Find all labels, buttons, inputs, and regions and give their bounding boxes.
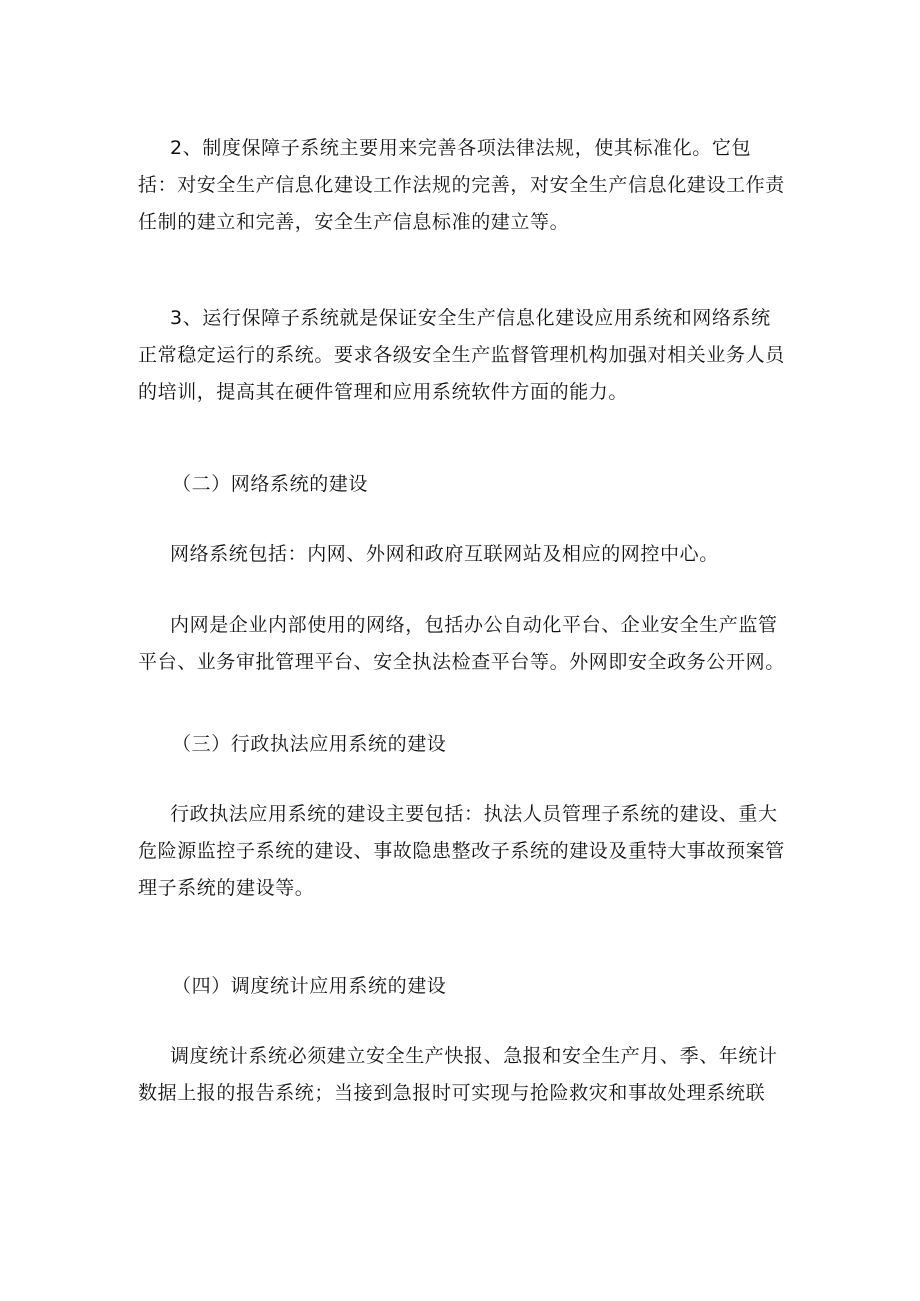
paragraph-operational-guarantee: 3、运行保障子系统就是保证安全生产信息化建设应用系统和网络系统正常稳定运行的系统。要求各级安全生产监督管理机构加强对相关业务人员的培训，提高其在硬件管理和应用系统软件方面的能力。: [138, 307, 785, 403]
paragraph-network-includes: 网络系统包括：内网、外网和政府互联网站及相应的网控中心。: [170, 543, 719, 565]
paragraph-institutional-guarantee: 2、制度保障子系统主要用来完善各项法律法规，使其标准化。它包括：对安全生产信息化建设工作法规的完善，对安全生产信息化建设工作责任制的建立和完善，安全生产信息标准的建立等。: [138, 137, 785, 233]
paragraph-law-enforcement: 行政执法应用系统的建设主要包括：执法人员管理子系统的建设、重大危险源监控子系统的建设、事故隐患整改子系统的建设及重特大事故预案管理子系统的建设等。: [138, 803, 785, 899]
heading-law-enforcement-system: （三）行政执法应用系统的建设: [172, 733, 447, 755]
heading-network-system: （二）网络系统的建设: [172, 473, 369, 495]
heading-dispatch-statistics-system: （四）调度统计应用系统的建设: [172, 975, 447, 997]
paragraph-intranet: 内网是企业内部使用的网络，包括办公自动化平台、企业安全生产监管平台、业务审批管理平台、安全执法检查平台等。外网即安全政务公开网。: [138, 614, 785, 673]
paragraph-dispatch-statistics: 调度统计系统必须建立安全生产快报、急报和安全生产月、季、年统计数据上报的报告系统；当接到急报时可实现与抢险救灾和事故处理系统联: [138, 1045, 778, 1104]
